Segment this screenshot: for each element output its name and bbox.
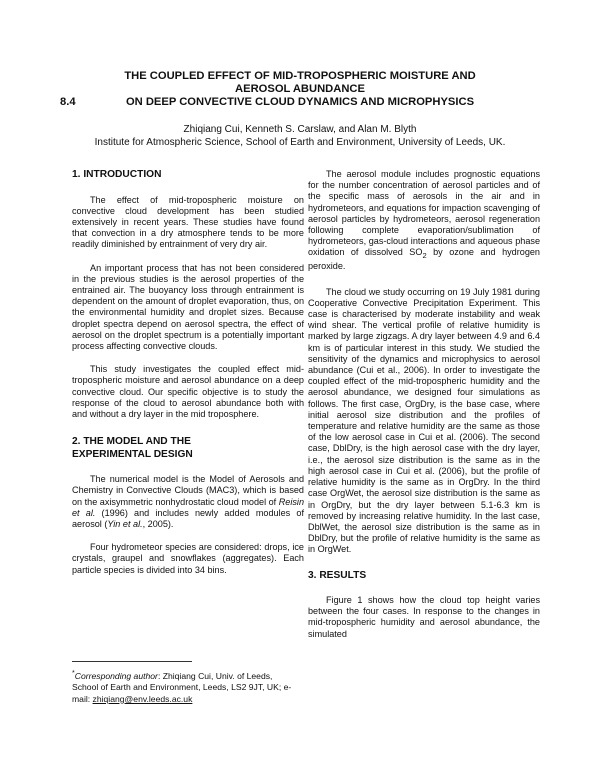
footnote-label: Corresponding author	[74, 670, 158, 681]
title-line-2: AEROSOL ABUNDANCE	[235, 83, 365, 95]
text-run: (1996) and includes newly added modules of aerosol (	[72, 507, 304, 529]
intro-paragraph-1: The effect of mid-tropospheric moisture on convective cloud development has been studied extensively in recent years. These studies have found that convection in a dry atmosphere tends to be more readily diminished by entrainment of very dry air.	[72, 194, 304, 250]
left-column	[72, 169, 304, 588]
email-link[interactable]: zhiqiang@env.leeds.ac.uk	[92, 693, 193, 704]
citation-reisin: Reisin et al.	[72, 496, 305, 518]
intro-paragraph-2: An important process that has not been considered in the previous studies is the aerosol properties of the entrained air. The buoyancy loss through entrainment is dependent on the amount of droplet evaporation, thus, on the environmental humidity and droplet sizes. Because droplet spectra depend on aerosol spectra, the effect of aerosol on the droplet spectrum is a potentially important process affecting convective clouds.	[72, 262, 304, 351]
footnote-rule	[72, 661, 192, 662]
right-column	[308, 169, 540, 652]
text-run: The numerical model is the Model of Aerosols and Chemistry in Convective Clouds (MAC3), which is based on the axisymmetric nonhydrostatic cloud model of	[72, 474, 304, 507]
results-paragraph-1: Figure 1 shows how the cloud top height varies between the four cases. In response to the changes in mid-tropospheric humidity and aerosol abundance, the simulated	[308, 595, 540, 639]
model-paragraph-1	[72, 474, 304, 530]
title-line-1: THE COUPLED EFFECT OF MID-TROPOSPHERIC MOISTURE AND	[124, 70, 476, 82]
intro-paragraph-3: This study investigates the coupled effect mid-tropospheric moisture and aerosol abundance on a deep convective cloud. Our specific objective is to study the response of the cloud to aerosol abundance both with and without a dry layer in the mid troposphere.	[72, 364, 304, 419]
model-paragraph-3	[308, 169, 540, 273]
heading-line: 2. THE MODEL AND THE	[72, 436, 191, 448]
subscript: 2	[422, 251, 427, 261]
author-list: Zhiqiang Cui, Kenneth S. Carslaw, and Alan M. Blyth	[183, 124, 417, 135]
text-run: , 2005).	[142, 518, 174, 529]
section-heading-results: 3. RESULTS	[308, 569, 367, 581]
citation-yin: Yin et al.	[107, 518, 143, 529]
model-paragraph-4: The cloud we study occurring on 19 July 1981 during Cooperative Convective Precipitation Experiment. This case is characterised by moderate instability and weak wind shear. The vertical profile of relative humidity is marked by large zigzags. A dry layer between 4.9 and 6.4 km is of particular interest in this study. We studied the sensitivity of the dynamics and microphysics to aerosol abundance (Cui et al., 2006). In order to investigate the coupled effect of the mid-tropospheric humidity and the aerosol abundance, we designed four simulations as follows. The first case, OrgDry, is the base case, where initial aerosol size distribution and the profiles of temperature and relative humidity are the same as those of the low aerosol case in Cui et al. (2006). The second case, DblDry, is the high aerosol case with the dry layer, i.e., the aerosol size distribution is the same as in the high aerosol case in Cui et al. (2006), but the profile of relative humidity is the same as in OrgDry. In the third case OrgWet, the aerosol size distribution is the same as in OrgDry, but the dry layer between 5.1-6.3 km is removed by increasing relative humidity. In the last case, DblWet, the aerosol size distribution is the same as in DblDry, but the profile of relative humidity is the same as in OrgWet.	[308, 286, 540, 555]
model-paragraph-2: Four hydrometeor species are considered: drops, ice crystals, graupel and snowflakes (aggregates). Each particle species is divided into 34 bins.	[72, 542, 304, 575]
section-heading-model	[72, 436, 304, 461]
affiliation: Institute for Atmospheric Science, School of Earth and Environment, University of Leeds, UK.	[94, 137, 506, 148]
title-line-3: ON DEEP CONVECTIVE CLOUD DYNAMICS AND MICROPHYSICS	[125, 96, 475, 108]
heading-line: EXPERIMENTAL DESIGN	[72, 448, 193, 460]
footnote	[72, 668, 300, 705]
footnote-text: : Zhiqiang Cui, Univ. of Leeds, School of Earth and Environment, Leeds, LS2 9JT, UK; e-mail:	[72, 670, 292, 704]
footnote-mark: *	[72, 669, 75, 677]
paper-number: 8.4	[60, 96, 76, 108]
text-run: by ozone and hydrogen peroxide.	[308, 247, 540, 272]
section-heading-introduction: 1. INTRODUCTION	[72, 169, 162, 180]
text-run: The aerosol module includes prognostic equations for the number concentration of aerosol particles and of the specific mass of aerosols in the air and in hydrometeors, and equations for impaction scavenging of aerosol particles by hydrometeors, aerosol regeneration following complete evaporation/sublimation of hydrometeors, gas-cloud interactions and aqueous phase oxidation of dissolved SO	[308, 169, 540, 258]
